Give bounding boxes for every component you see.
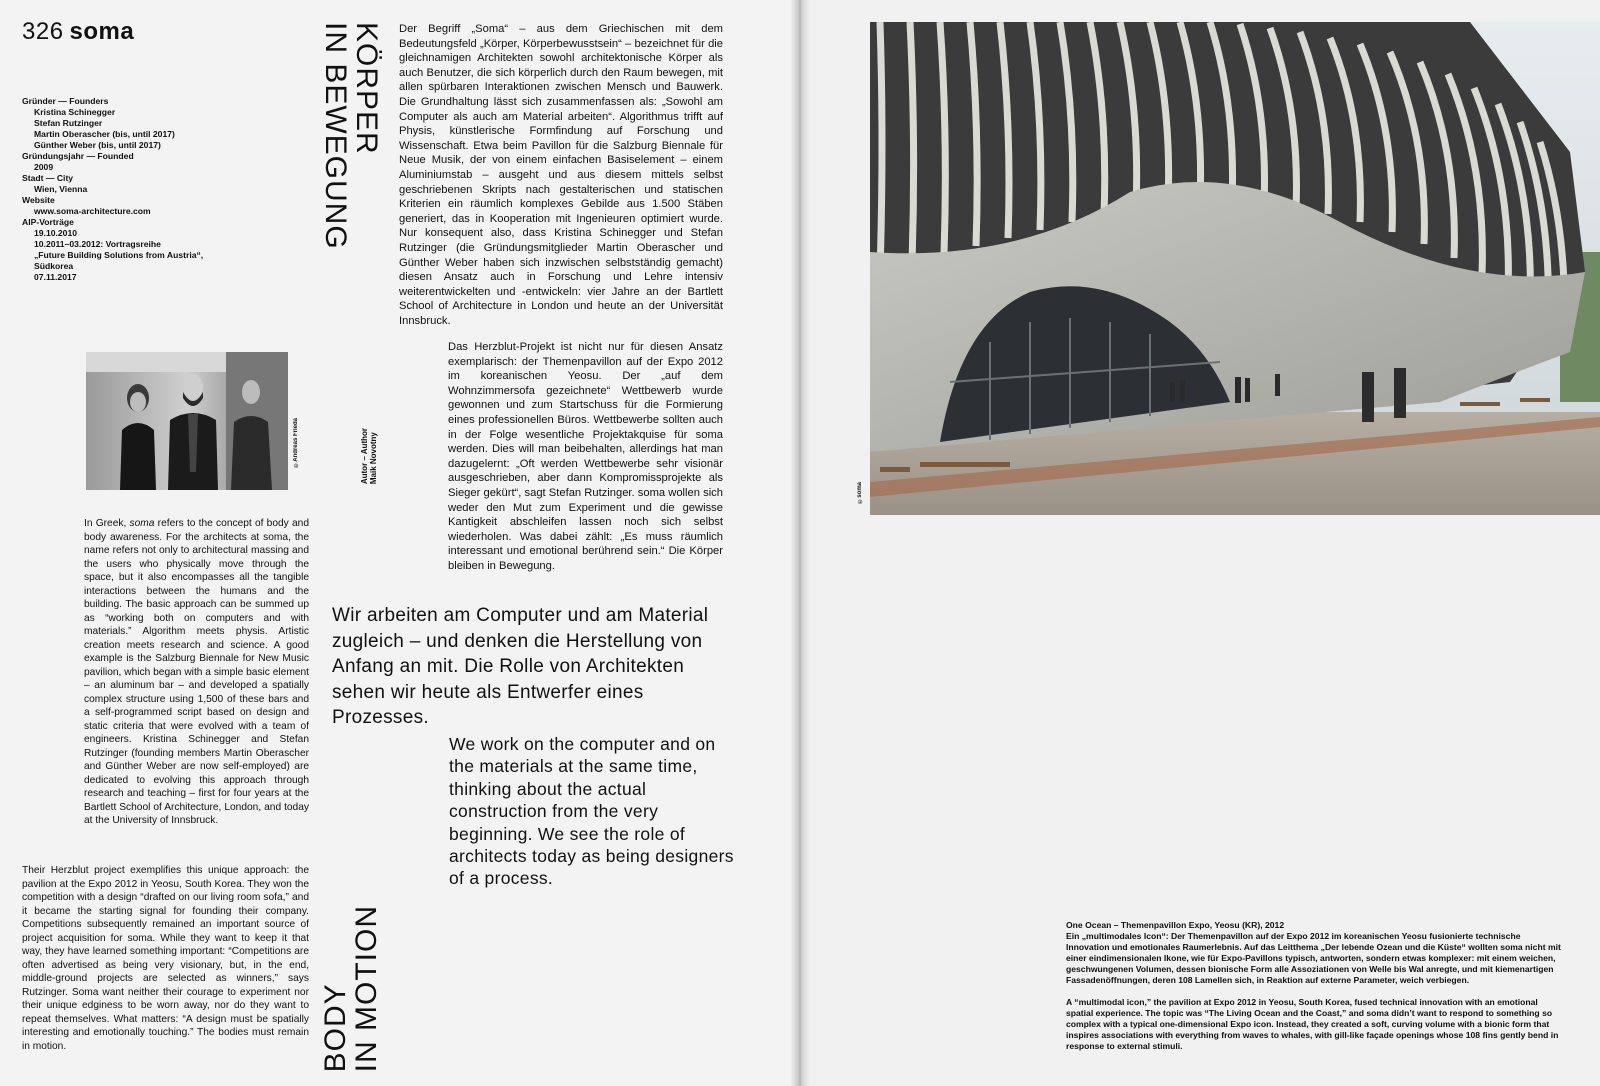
founders-label: Gründer — Founders bbox=[22, 96, 109, 106]
pull-quote-de: Wir arbeiten am Computer und am Material zugleich – und denken die Herstellung von Anfang an mit. Die Rolle von Architekten sehen wir heute als Entwerfer eines Prozesses. bbox=[332, 605, 709, 728]
left-page bbox=[0, 0, 798, 1086]
office-info bbox=[22, 96, 252, 283]
lecture-4: Südkorea bbox=[34, 261, 74, 271]
founder-4: Günther Weber (bis, until 2017) bbox=[34, 140, 161, 150]
website-link[interactable]: www.soma-architecture.com bbox=[34, 206, 151, 216]
text-en-1-prefix: In Greek, bbox=[84, 518, 130, 529]
pavilion-photo bbox=[870, 22, 1600, 515]
vertical-title-de-line2: IN BEWEGUNG bbox=[319, 22, 352, 250]
caption-de: Ein „multimodales Icon“: Der Themenpavillon auf der Expo 2012 im koreanischen Yeosu fusionierte technische Innovation und emotionales Raumerlebnis. Auf das Leitthema „Der lebende Ozean und die Küste“ wollten soma nicht mit einer eindimensionalen Ikone, wie für Expo-Pavillons typisch, antworten, sondern etwas komplexer: mit einem weichen, geschwungenen Volumen, dessen bionische Form alle Assoziationen von Welle bis Wal anregte, und mit kiemenartigen Fassadenöffnungen, deren 108 Lamellen sich, in Reaktion auf externe Parameter, weich verbiegen. bbox=[1066, 931, 1561, 985]
text-de-2: Das Herzblut-Projekt ist nicht nur für diesen Ansatz exemplarisch: der Themenpavillon auf der Expo 2012 im koreanischen Yeosu. Der „auf dem Wohnzimmersofa gezeichnete“ Wettbewerb wurde gewonnen und zum Startschuss für die Formierung eines professionellen Büros. Wettbewerbe sollten auch in der Folge wesentliche Projektakquise für soma werden. Dies will man beibehalten, allerdings hat man dazugelernt: „Oft werden Wettbewerbe sehr visionär ausgeschrieben, aber dann Kompromissprojekte als Sieger gekürt“, sagt Stefan Rutzinger. soma wollen sich weder den Mut zum Experiment und die gewisse Kantigkeit abschleifen lassen noch sich selbst wiederholen. Was dabei zählt: „Es muss räumlich interessant und emotional berührend sein.“ Die Körper bleiben in Bewegung. bbox=[448, 341, 723, 572]
founder-3: Martin Oberascher (bis, until 2017) bbox=[34, 129, 175, 139]
lecture-5: 07.11.2017 bbox=[34, 272, 77, 282]
founder-1: Kristina Schinegger bbox=[34, 107, 116, 117]
page-gutter bbox=[790, 0, 810, 1086]
vertical-title-de bbox=[320, 22, 382, 250]
lecture-2: 10.2011–03.2012: Vortragsreihe bbox=[34, 239, 161, 249]
lecture-3: „Future Building Solutions from Austria“, bbox=[34, 250, 204, 260]
page-number: 326 bbox=[22, 18, 64, 45]
founders-photo-image bbox=[86, 352, 288, 490]
founder-2: Stefan Rutzinger bbox=[34, 118, 103, 128]
founded-year: 2009 bbox=[34, 162, 54, 172]
text-en-1-body: refers to the concept of body and body awareness. For the architects at soma, the name refers not only to architectural massing and the users who physically move through the space, but it also encompasses all the tangible interactions between the humans and the building. The basic approach can be summed up as “working both on computers and with materials.” Algorithm meets physis. Artistic creation meets research and science. A good example is the Salzburg Biennale for New Music pavilion, which began with a simple basic element – an aluminum bar – and developed a spatially complex structure using 1,500 of these bars and a self-programmed script based on design and static criteria that were evolved with a team of engineers. Kristina Schinegger and Stefan Rutzinger (founding members Martin Oberascher and Günther Weber are now self-employed) are dedicated to evolving this approach through research and teaching – first for four years at the Bartlett School of Architecture, London, and today at the University of Innsbruck. bbox=[84, 518, 310, 826]
author-label: Autor – Author bbox=[360, 428, 369, 485]
pull-quote-en: We work on the computer and on the materials at the same time, thinking about the actual construction from the very beginning. We see the role of architects today as being designers of a process. bbox=[449, 734, 734, 889]
pavilion-photo-image bbox=[870, 22, 1600, 515]
text-en-1-emphasis: soma bbox=[129, 518, 155, 529]
author-credit bbox=[360, 428, 378, 484]
caption-title: One Ocean – Themenpavillon Expo, Yeosu (KR), 2012 bbox=[1066, 920, 1285, 930]
text-en-1 bbox=[84, 517, 309, 828]
vertical-title-en-line1: BODY bbox=[319, 983, 352, 1073]
website-label: Website bbox=[22, 195, 55, 205]
vertical-title-en bbox=[320, 905, 382, 1072]
photo-caption bbox=[1066, 920, 1566, 1063]
city-label: Stadt — City bbox=[22, 173, 74, 183]
vertical-title-de-line1: KÖRPER bbox=[350, 22, 383, 155]
city-value: Wien, Vienna bbox=[34, 184, 88, 194]
pavilion-photo-credit: ©soma bbox=[857, 482, 863, 504]
founders-photo bbox=[86, 352, 288, 490]
text-de-1: Der Begriff „Soma“ – aus dem Griechischen mit dem Bedeutungsfeld „Körper, Körperbewusstsein“ – bezeichnet für die gleichnamigen Architekten sowohl architektonische Körper als auch Benutzer, die sich körperlich durch den Raum bewegen, mit allen spürbaren Interaktionen zwischen Mensch und Bauwerk. Die Grundhaltung lässt sich zusammenfassen als: „Sowohl am Computer als auch am Material arbeiten“. Algorithmus trifft auf Physis, künstlerische Formfindung auf Forschung und Wissenschaft. Etwa beim Pavillon für die Salzburg Biennale für Neue Musik, der von einem einfachen Basiselement – einem Aluminiumstab – ausgeht und aus diesem mittels selbst geschriebenen Skripts nach gestalterischen und statischen Kriterien ein räumlich komplexes Gebilde aus 1.500 Stäben generiert, das in Kooperation mit Ingenieuren optimiert wurde. Nur konsequent also, dass Kristina Schinegger und Stefan Rutzinger (die Gründungsmitglieder Martin Oberascher und Günther Weber haben sich inzwischen selbstständig gemacht) diesen Ansatz auch in Forschung und Lehre intensiv weiterentwickelten und -entwickeln: vier Jahre an der Bartlett School of Architecture in London und heute an der Universität Innsbruck. bbox=[399, 23, 723, 327]
lecture-1: 19.10.2010 bbox=[34, 228, 78, 238]
photo-credit: ©Andreas Frieda bbox=[293, 418, 299, 468]
caption-en: A “multimodal icon,” the pavilion at Expo 2012 in Yeosu, South Korea, fused technical innovation with an emotional spatial experience. The topic was “The Living Ocean and the Coast,” and soma didn’t want to respond to something so complex with a typical one-dimensional Expo icon. Instead, they created a soft, curving volume with a bionic form that inspires associations with everything from waves to whales, with gill-like façade openings whose 108 fins gently bend in response to external stimuli. bbox=[1066, 997, 1559, 1051]
page-title: soma bbox=[69, 18, 135, 45]
lectures-label: AIP-Vorträge bbox=[22, 217, 74, 227]
vertical-title-en-line2: IN MOTION bbox=[350, 905, 383, 1073]
page-header bbox=[22, 18, 134, 46]
author-name: Maik Novotny bbox=[369, 432, 378, 485]
text-en-2: Their Herzblut project exemplifies this unique approach: the pavilion at the Expo 2012 in Yeosu, South Korea. They won the competition with a design “drafted on our living room sofa,” and it became the starting signal for founding their company. Competitions subsequently remained an important source of project acquisition for soma. While they want to keep it that way, they have learned something important: “Competitions are often advertised as being very visionary, but, in the end, middle-ground projects are selected as winners,” says Rutzinger. Soma want neither their courage to experiment nor their unique edginess to be worn away, nor do they want to repeat themselves. What matters: “A design must be spatially interesting and emotionally touching.” The bodies must remain in motion. bbox=[22, 865, 309, 1052]
founded-label: Gründungsjahr — Founded bbox=[22, 151, 134, 161]
